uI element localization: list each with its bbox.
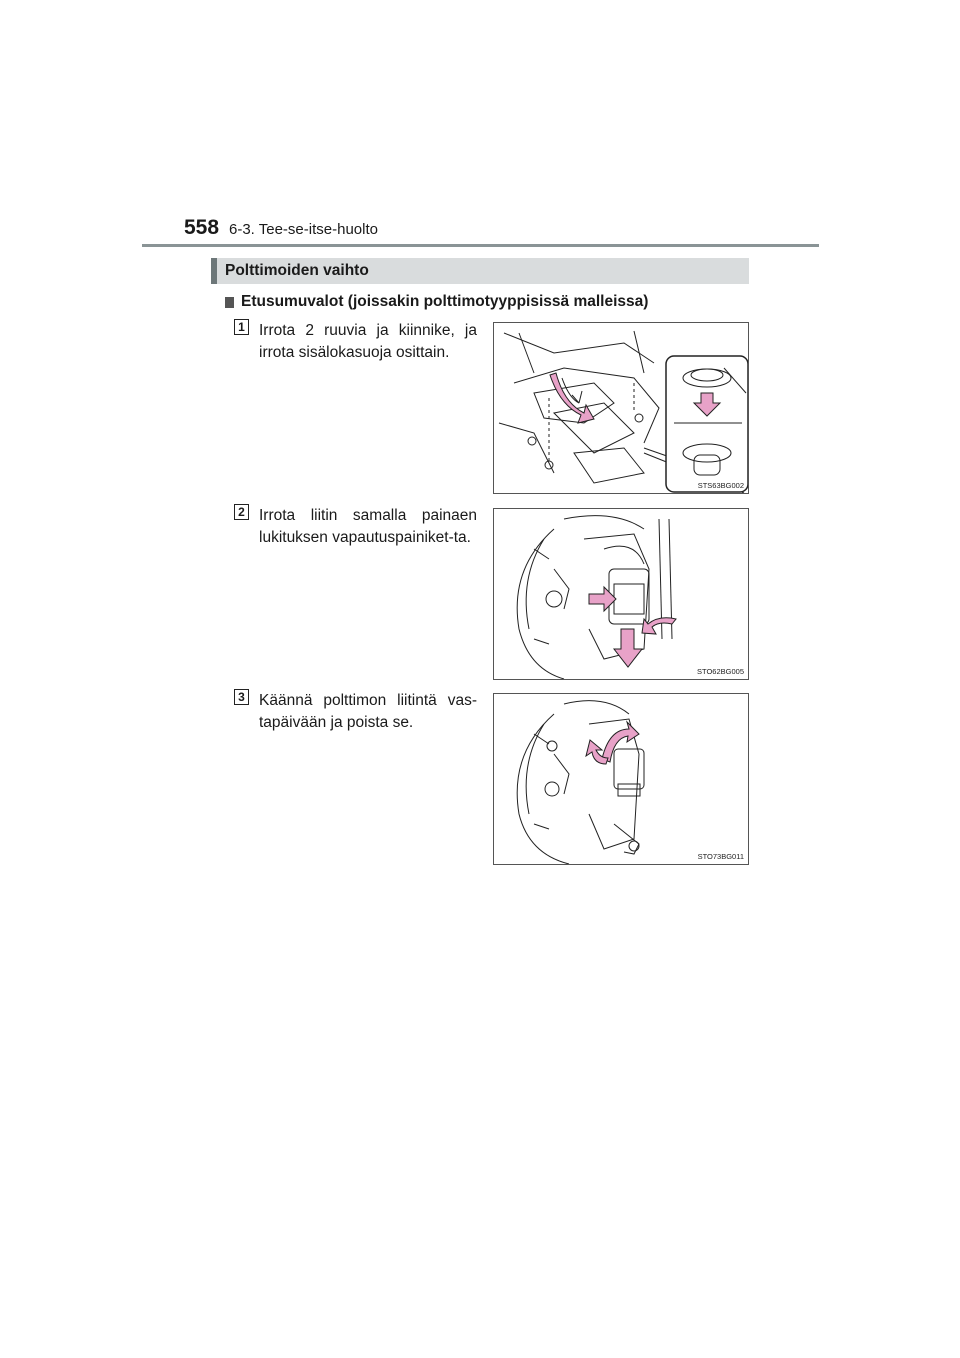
step-text-3: Käännä polttimon liitintä vas-tapäivään ja poista se.: [259, 692, 477, 731]
fog-light-cover-illustration: [494, 323, 749, 494]
subheading: [225, 293, 648, 311]
step-number-2: 2: [234, 504, 249, 520]
figure-code-2: STO62BG005: [697, 667, 744, 676]
square-bullet-icon: [225, 297, 234, 308]
connector-release-illustration: [494, 509, 749, 680]
section-title: Polttimoiden vaihto: [225, 262, 369, 279]
chapter-title: 6-3. Tee-se-itse-huolto: [229, 221, 378, 238]
section-accent: [211, 258, 217, 284]
section-bar: [211, 258, 749, 284]
figure-code-3: STO73BG011: [697, 852, 744, 861]
figure-code-1: STS63BG002: [697, 481, 744, 490]
step-text-1: Irrota 2 ruuvia ja kiinnike, ja irrota sisälokasuoja osittain.: [259, 322, 477, 361]
bulb-socket-rotate-illustration: [494, 694, 749, 865]
step-number-1: 1: [234, 319, 249, 335]
step-text-2: Irrota liitin samalla painaen lukituksen vapautuspainiket-ta.: [259, 507, 477, 546]
page-number: 558: [184, 216, 220, 239]
step-number-3: 3: [234, 689, 249, 705]
figure-3: [493, 693, 749, 865]
figure-2: [493, 508, 749, 680]
figure-1: [493, 322, 749, 494]
header-rule: [142, 244, 819, 247]
subheading-text: Etusumuvalot (joissakin polttimotyyppisissä malleissa): [241, 293, 649, 310]
